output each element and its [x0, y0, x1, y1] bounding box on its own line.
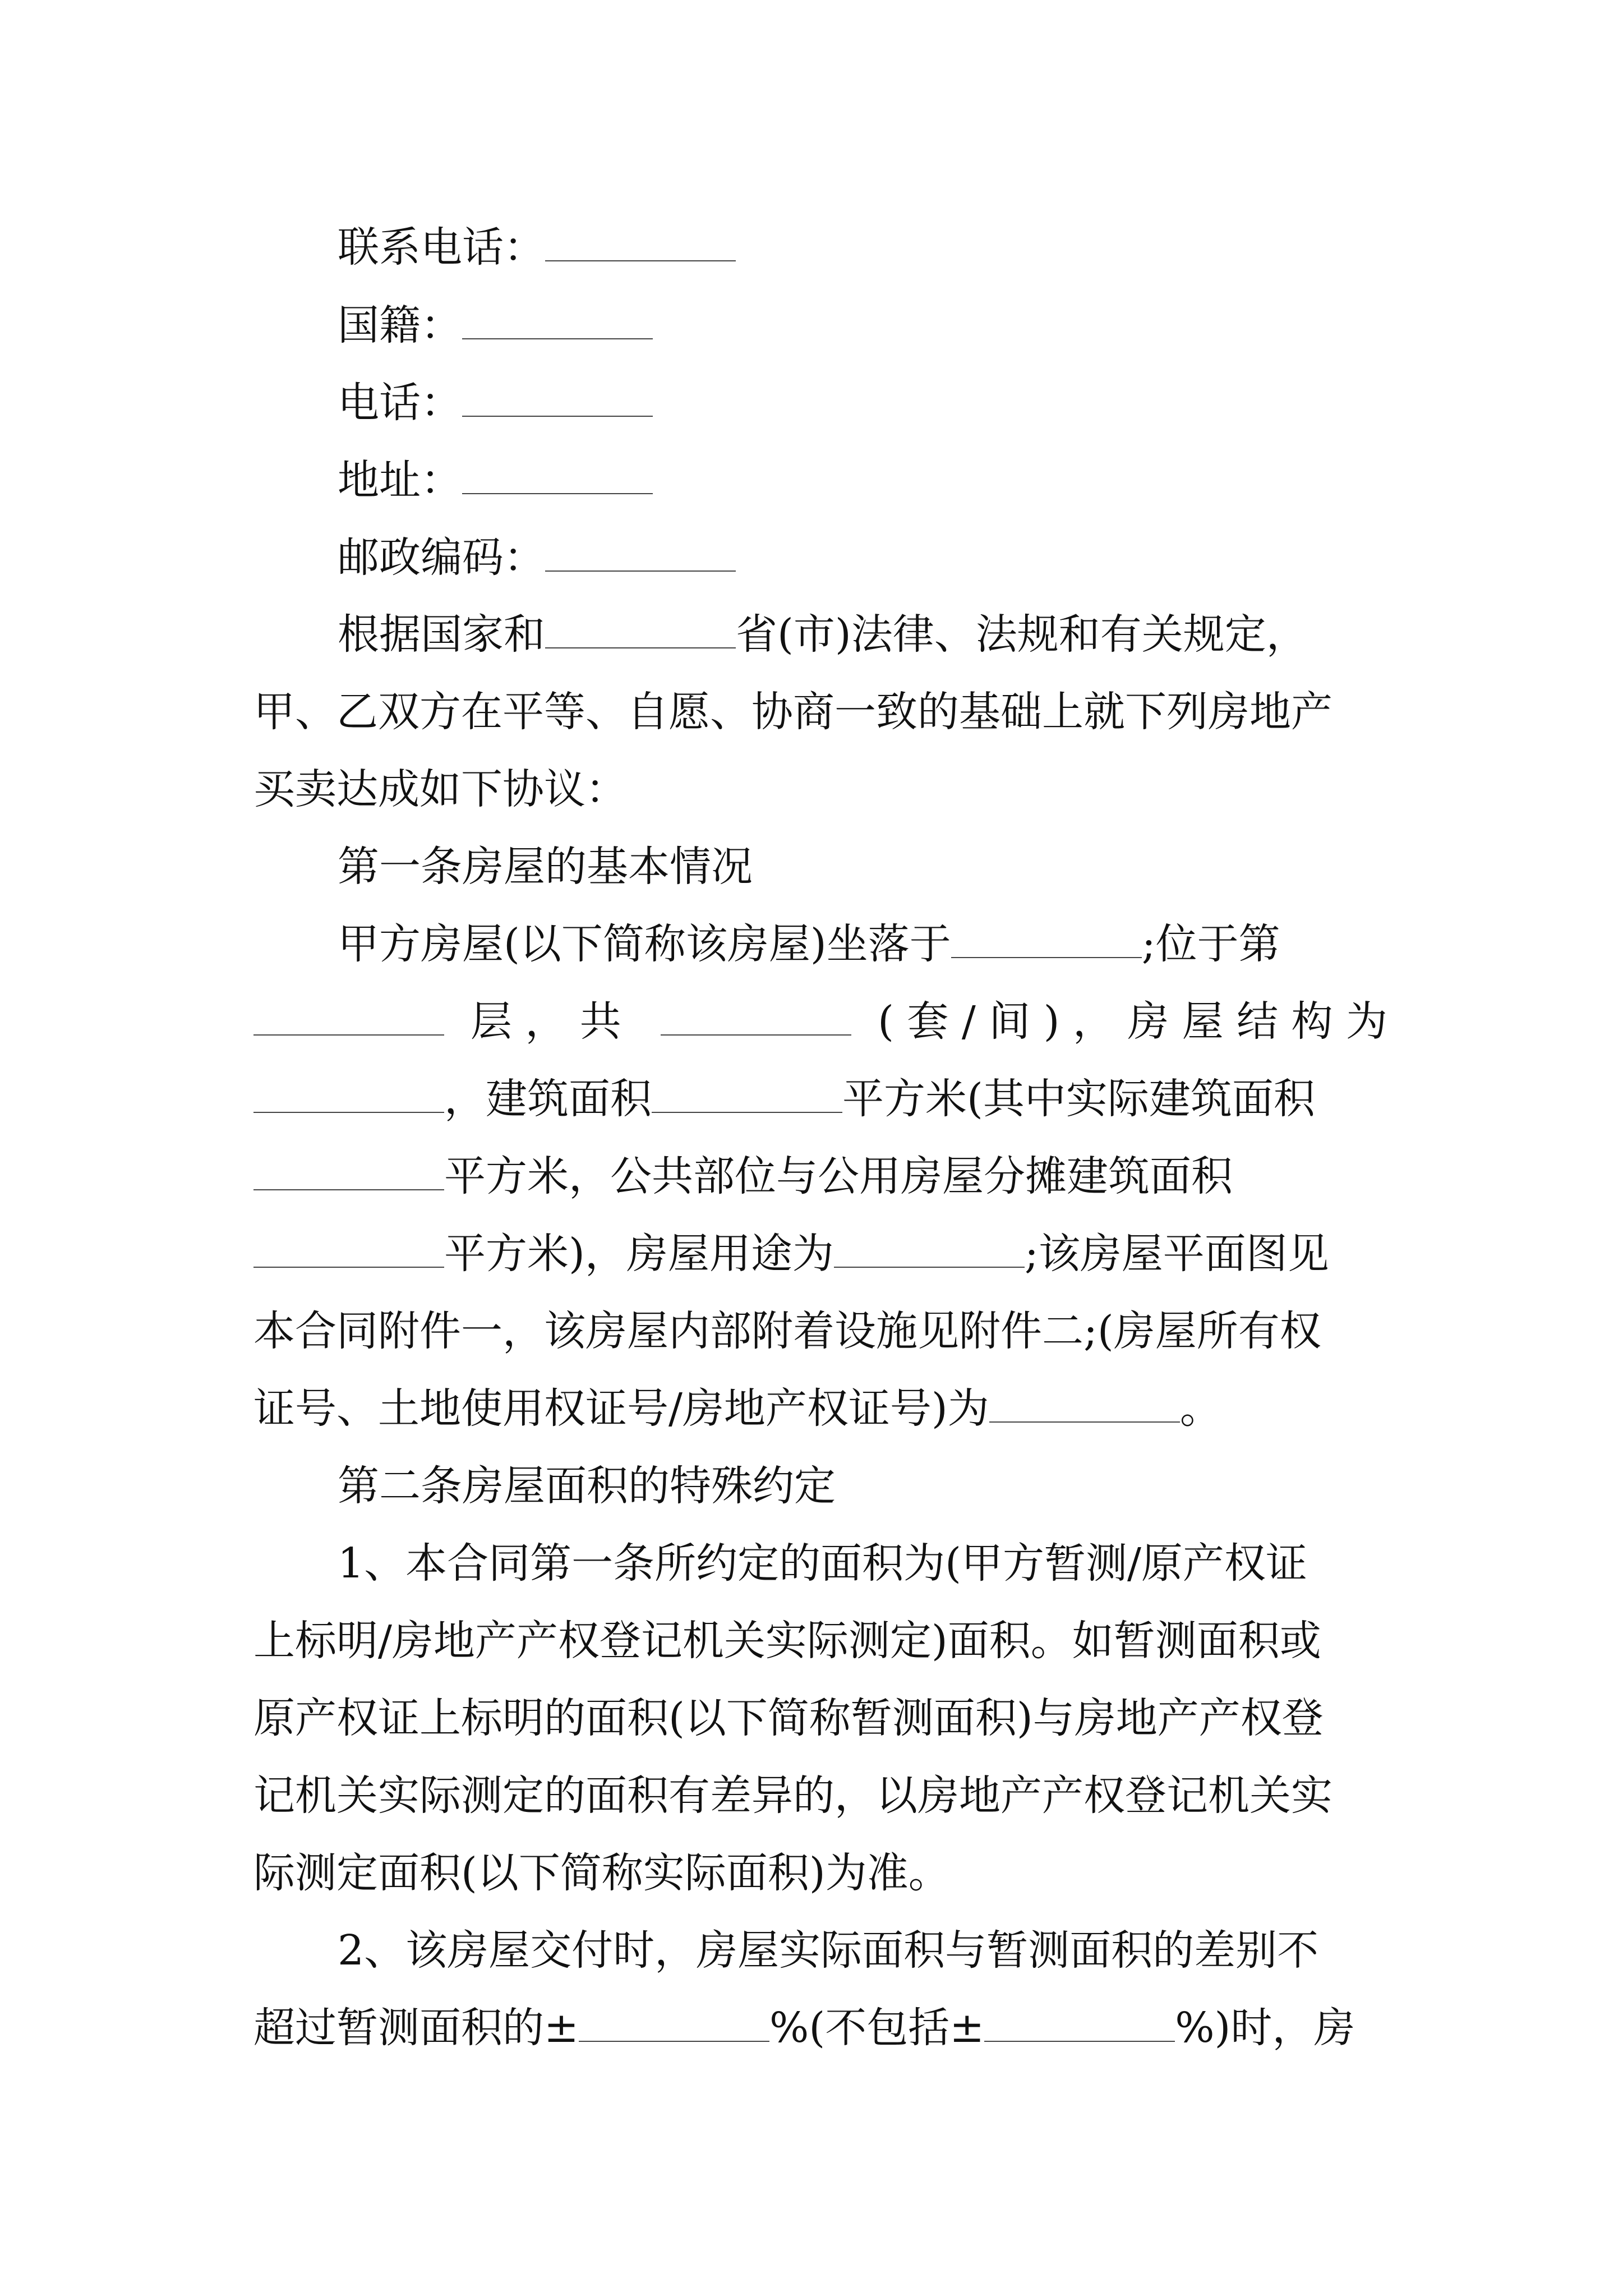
- article1-text: 平方米)，房屋用途为: [444, 1230, 834, 1278]
- article1-text: 甲方房屋(以下简称该房屋)坐落于: [338, 920, 951, 968]
- article1-text: ，建筑面积: [444, 1075, 652, 1123]
- contact-phone-line: [338, 216, 1387, 279]
- preamble-line-2: 甲、乙双方在平等、自愿、协商一致的基础上就下列房地产: [253, 688, 1332, 736]
- article1-text: (套/间)，房屋结构为: [878, 997, 1388, 1046]
- article2-p2-line-1: 2、该房屋交付时，房屋实际面积与暂测面积的差别不: [338, 1926, 1319, 1975]
- article1-text: 证号、土地使用权证号/房地产权证号)为: [253, 1384, 989, 1433]
- article1-line-5: [253, 1222, 1387, 1285]
- article1-text: 层，共: [470, 997, 635, 1046]
- article1-line-1: [338, 913, 1387, 976]
- article1-text: ;位于第: [1141, 920, 1280, 968]
- tel-line: [338, 371, 1387, 434]
- preamble-line-3: 买卖达成如下协议：: [253, 765, 627, 813]
- postal-label: 邮政编码：: [338, 533, 545, 582]
- address-line: [338, 449, 1387, 512]
- article1-heading: 第一条房屋的基本情况: [338, 843, 753, 891]
- article2-p1-line-2: 上标明/房地产产权登记机关实际测定)面积。如暂测面积或: [253, 1617, 1321, 1665]
- province-blank: [545, 614, 736, 648]
- article1-text: 平方米(其中实际建筑面积: [842, 1075, 1315, 1123]
- tolerance-blank: [579, 2007, 769, 2042]
- nationality-line: [338, 294, 1387, 357]
- contact-phone-label: 联系电话：: [338, 223, 545, 272]
- article2-heading: 第二条房屋面积的特殊约定: [338, 1462, 836, 1510]
- article1-line-3: [253, 1068, 1387, 1130]
- nationality-label: 国籍：: [338, 301, 462, 349]
- tel-blank: [462, 382, 653, 417]
- article2-p2-line-2: [253, 1996, 1387, 2059]
- building-area-blank: [652, 1078, 842, 1113]
- article1-line-4: [253, 1145, 1387, 1208]
- contact-phone-blank: [545, 227, 736, 261]
- preamble-text: 省(市)法律、法规和有关规定，: [736, 610, 1308, 659]
- tolerance-exclusive-blank: [984, 2007, 1175, 2042]
- tel-label: 电话：: [338, 379, 462, 427]
- article1-line-7: [253, 1377, 1387, 1440]
- shared-area-blank: [253, 1233, 444, 1268]
- structure-blank: [253, 1078, 444, 1113]
- article1-text: ;该房屋平面图见: [1024, 1230, 1329, 1278]
- preamble-text: 根据国家和: [338, 610, 545, 659]
- article2-text: 超过暂测面积的±: [253, 2004, 579, 2052]
- address-blank: [462, 459, 653, 494]
- article2-text: %)时，房: [1175, 2004, 1355, 2052]
- article1-line-2: [253, 990, 1387, 1053]
- postal-line: [338, 526, 1387, 589]
- nationality-blank: [462, 305, 653, 339]
- location-blank: [951, 923, 1142, 958]
- article2-p1-line-5: 际测定面积(以下简称实际面积)为准。: [253, 1849, 950, 1897]
- certificate-blank: [989, 1388, 1180, 1423]
- article2-p1-line-3: 原产权证上标明的面积(以下简称暂测面积)与房地产产权登: [253, 1694, 1324, 1742]
- preamble-line-1: [338, 603, 1387, 666]
- usage-blank: [834, 1233, 1025, 1268]
- article1-text: 平方米，公共部位与公用房屋分摊建筑面积: [444, 1152, 1233, 1200]
- article2-text: %(不包括±: [769, 2004, 985, 2052]
- article1-text: 。: [1179, 1384, 1221, 1433]
- postal-blank: [545, 537, 736, 572]
- article2-p1-line-1: 1、本合同第一条所约定的面积为(甲方暂测/原产权证: [338, 1539, 1307, 1588]
- actual-area-blank: [253, 1156, 444, 1190]
- article2-p1-line-4: 记机关实际测定的面积有差异的，以房地产产权登记机关实: [253, 1772, 1332, 1820]
- floor-blank: [253, 1001, 444, 1036]
- address-label: 地址：: [338, 456, 462, 504]
- article1-line-6: 本合同附件一，该房屋内部附着设施见附件二;(房屋所有权: [253, 1307, 1321, 1355]
- units-blank: [661, 1001, 851, 1036]
